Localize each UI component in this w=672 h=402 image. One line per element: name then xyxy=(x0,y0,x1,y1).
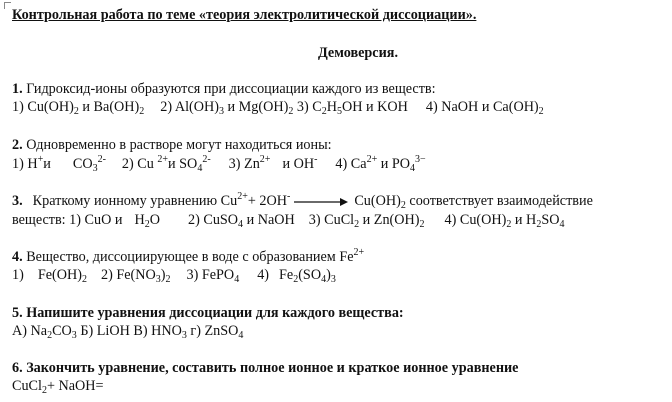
question-6-equation: CuCl$_2$+ NaOH= xyxy=(12,378,104,396)
q3-option-2: 2) CuSO$_4$ и NaOH xyxy=(187,212,295,230)
question-1-options xyxy=(12,98,544,116)
q4-option-4: 4) $Fe_2(SO_4)_3$ xyxy=(257,267,336,285)
question-6-text: 6. Закончить уравнение, составить полное ионное и краткое ионное уравнение xyxy=(12,360,519,376)
q3-option-1: веществ: 1) CuO и $H_2O$ xyxy=(12,212,160,230)
question-5-text: 5. Напишите уравнения диссоциации для каждого вещества: xyxy=(12,305,404,321)
q4-option-3: 3) FePO$_4$ xyxy=(186,267,240,285)
q1-option-2: 2) $Al(OH)_3$ и $Mg(OH)_2$ xyxy=(160,99,294,117)
question-3-text: 3. Краткому ионному уравнению $Cu^{2+}+ 2OH^-$ $Cu(OH)_2$ соответствует взаимодействие xyxy=(12,191,593,211)
q4-option-1: 1) $Fe(OH)_2$ xyxy=(12,267,87,285)
question-3-options xyxy=(12,211,564,229)
q2-option-4: 4) $Ca^{2+}$ и $PO_4^{3-}$ xyxy=(335,154,426,174)
q2-option-2: 2) Cu $^{2+}$и $SO_4^{2-}$ xyxy=(121,154,211,174)
document-subtitle: Демоверсия. xyxy=(318,45,398,61)
question-2-text: 2. Одновременно в растворе могут находиться ионы: xyxy=(12,137,332,153)
question-5-substances: А) $Na_2CO_3$ Б) LiOH В) $HNO_3$ г) ZnSO$_4$ xyxy=(12,323,244,341)
q1-option-1: 1) $Cu(OH)_2$ и $Ba(OH)_2$ xyxy=(12,99,145,117)
reaction-arrow-icon xyxy=(290,197,350,207)
question-4-options xyxy=(12,266,336,284)
q3-option-4: 4) $Cu(OH)_2$ и $H_2SO_4$ xyxy=(444,212,565,230)
question-1-text: 1. Гидроксид-ионы образуются при диссоциации каждого из веществ: xyxy=(12,81,436,97)
question-2-options xyxy=(12,155,426,173)
document-title: Контрольная работа по теме «теория электролитической диссоциации». xyxy=(12,7,477,23)
q2-option-3: 3) $Zn^{2+}$ и OH- xyxy=(228,154,318,172)
page-corner-marker xyxy=(4,2,11,9)
q3-option-3: 3) CuCl$_2$ и $Zn(OH)_2$ xyxy=(308,212,425,230)
q1-option-4: 4) NaOH и $Ca(OH)_2$ xyxy=(425,99,544,117)
q4-option-2: 2) $Fe(NO_3)_2$ xyxy=(100,267,171,285)
q2-option-1: 1) H+и $CO_3^{2-}$ xyxy=(12,154,106,174)
q1-option-3: 3) $C_2H_5OH$ и KOH xyxy=(293,99,408,117)
question-4-text: 4. Вещество, диссоциирующее в воде с образованием $Fe^{2+}$ xyxy=(12,247,365,265)
